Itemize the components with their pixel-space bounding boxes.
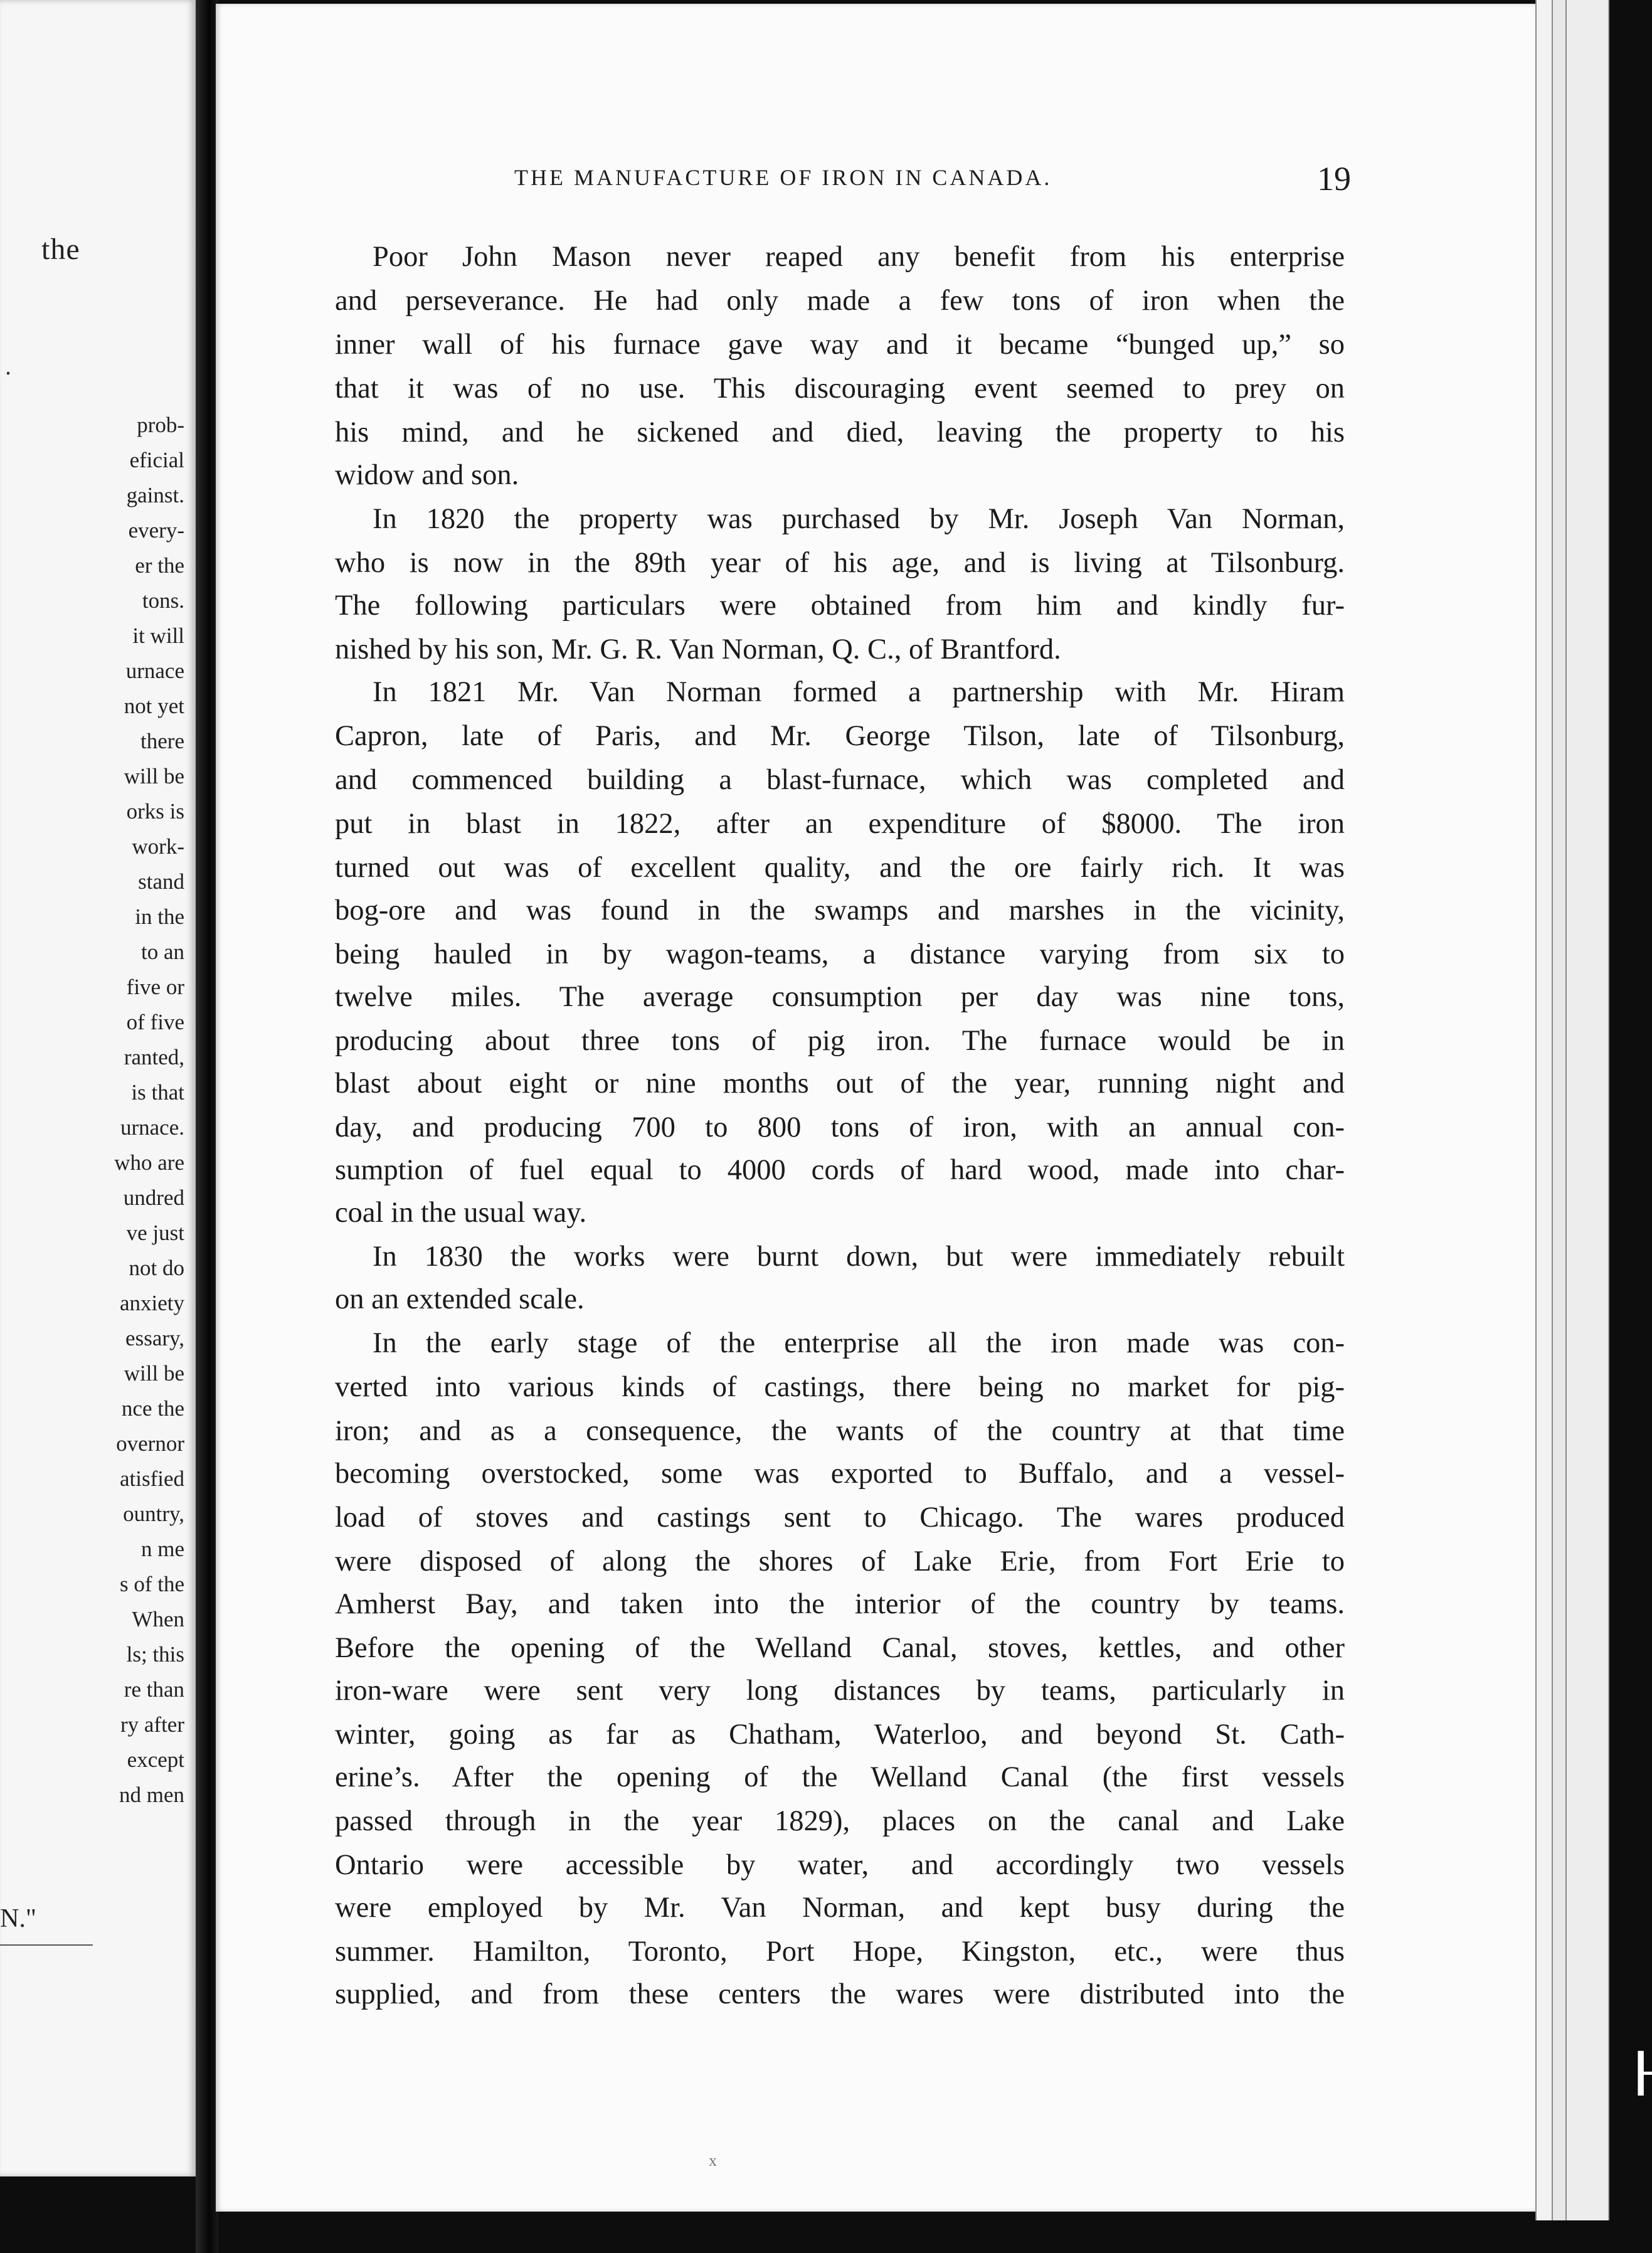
text-line: and commenced building a blast-furnace, which was completed and [335,764,1345,796]
previous-page-line: er the [135,553,184,578]
previous-page-line: will be [124,764,184,788]
previous-page-line: five or [126,975,184,999]
previous-page-line: except [127,1747,184,1772]
previous-page-line: s of the [119,1572,184,1596]
text-line: being hauled in by wagon-teams, a distance varying from six to [335,938,1345,970]
previous-page-line: When [132,1607,184,1631]
previous-page-line: not yet [124,694,184,718]
text-line: erine’s. After the opening of the Welland Canal (the first vessels [335,1761,1345,1793]
previous-page-fragment [0,0,196,2176]
previous-page-line: nd men [119,1783,184,1807]
previous-page-line: will be [124,1361,184,1386]
previous-page-line: there [140,729,184,753]
previous-page-line: undred [123,1185,184,1210]
previous-page-line: it will [132,623,184,648]
previous-page-line: n me [140,1537,184,1561]
previous-page-line: of five [126,1010,184,1034]
previous-page-line: eficial [129,448,184,472]
text-line: Poor John Mason never reaped any benefit from his enterprise [373,241,1345,273]
previous-page-top-word: the [41,233,80,266]
page-edge-stack [1535,0,1553,2220]
text-line: turned out was of excellent quality, and the ore fairly rich. It was [335,852,1345,884]
previous-page-line: orks is [126,799,184,824]
text-line: nished by his son, Mr. G. R. Van Norman, Q. C., of Brantford. [335,633,1061,665]
text-line: that it was of no use. This discouraging event seemed to prey on [335,373,1345,405]
text-line: Capron, late of Paris, and Mr. George Tilson, late of Tilsonburg, [335,720,1345,752]
text-line: In 1821 Mr. Van Norman formed a partnership with Mr. Hiram [373,676,1345,708]
text-line: iron; and as a consequence, the wants of the country at that time [335,1415,1345,1447]
text-line: inner wall of his furnace gave way and it became “bunged up,” so [335,329,1345,361]
text-line: winter, going as far as Chatham, Waterloo, and beyond St. Cath- [335,1719,1345,1751]
text-line: In the early stage of the enterprise all the iron made was con- [373,1327,1345,1359]
previous-page-line: essary, [125,1326,184,1350]
previous-page-line: prob- [137,413,184,437]
previous-page-line-fragments [0,408,184,1813]
previous-page-line: ry after [120,1712,184,1737]
previous-page-line: atisfied [119,1466,184,1491]
previous-page-line: anxiety [119,1291,184,1315]
text-line: In 1830 the works were burnt down, but were immediately rebuilt [373,1241,1345,1273]
bottom-margin-tick: x [709,2151,717,2170]
previous-page-dot: . [5,352,11,380]
page-edge-stack [1565,0,1609,2220]
book-gutter-shadow [196,0,218,2253]
previous-page-line: tons. [142,588,184,613]
text-line: verted into various kinds of castings, there being no market for pig- [335,1371,1345,1403]
text-line: coal in the usual way. [335,1197,587,1229]
previous-page-line: is that [131,1080,184,1105]
text-line: day, and producing 700 to 800 tons of iron, with an annual con- [335,1111,1345,1143]
text-line: twelve miles. The average consumption per day was nine tons, [335,981,1345,1013]
text-line: In 1820 the property was purchased by Mr. Joseph Van Norman, [373,503,1345,535]
text-line: summer. Hamilton, Toronto, Port Hope, Kingston, etc., were thus [335,1936,1345,1968]
text-line: blast about eight or nine months out of the year, running night and [335,1068,1345,1100]
previous-page-line: re than [124,1677,184,1702]
text-line: his mind, and he sickened and died, leaving the property to his [335,416,1345,448]
text-line: becoming overstocked, some was exported to Buffalo, and a vessel- [335,1458,1345,1490]
text-line: passed through in the year 1829), places on the canal and Lake [335,1805,1345,1837]
previous-page-line: gainst. [126,483,184,507]
previous-page-line: ve just [126,1221,184,1245]
previous-page-rule [0,1944,93,1946]
previous-page-line: ls; this [126,1642,184,1667]
previous-page-closing-fragment: N." [0,1904,36,1933]
text-line: supplied, and from these centers the wares were distributed into the [335,1978,1345,2010]
previous-page-line: nce the [121,1396,184,1421]
text-line: widow and son. [335,459,519,491]
text-line: iron-ware were sent very long distances by teams, particularly in [335,1675,1345,1707]
page-number: 19 [1317,160,1351,198]
text-line: on an extended scale. [335,1283,585,1315]
text-line: who is now in the 89th year of his age, and is living at Tilsonburg. [335,547,1345,579]
text-line: and perseverance. He had only made a few tons of iron when the [335,285,1345,317]
text-line: Ontario were accessible by water, and accordingly two vessels [335,1849,1345,1881]
text-line: load of stoves and castings sent to Chicago. The wares produced [335,1502,1345,1534]
previous-page-line: in the [135,904,184,929]
previous-page-line: work- [132,834,184,859]
running-head: THE MANUFACTURE OF IRON IN CANADA. [514,165,1052,190]
previous-page-line: stand [138,869,184,894]
previous-page-line: overnor [116,1431,184,1456]
text-line: were employed by Mr. Van Norman, and kept busy during the [335,1892,1345,1924]
text-line: bog-ore and was found in the swamps and marshes in the vicinity, [335,894,1345,926]
text-line: Before the opening of the Welland Canal, stoves, kettles, and other [335,1632,1345,1664]
previous-page-line: to an [140,940,184,964]
previous-page-line: ountry, [123,1502,184,1526]
previous-page-line: who are [114,1150,184,1175]
text-line: put in blast in 1822, after an expenditure of $8000. The iron [335,808,1345,840]
page-edge-stack [1552,0,1567,2220]
text-line: Amherst Bay, and taken into the interior of the country by teams. [335,1588,1345,1620]
text-line: were disposed of along the shores of Lake Erie, from Fort Erie to [335,1545,1345,1577]
edge-mark: ┠ [1629,2053,1652,2094]
previous-page-line: every- [128,518,184,543]
previous-page-line: not do [129,1256,184,1280]
previous-page-line: urnace [125,659,184,683]
previous-page-line: urnace. [120,1115,184,1140]
text-line: sumption of fuel equal to 4000 cords of hard wood, made into char- [335,1154,1345,1186]
text-line: The following particulars were obtained from him and kindly fur- [335,590,1345,622]
previous-page-line: ranted, [124,1045,184,1069]
text-line: producing about three tons of pig iron. The furnace would be in [335,1025,1345,1057]
